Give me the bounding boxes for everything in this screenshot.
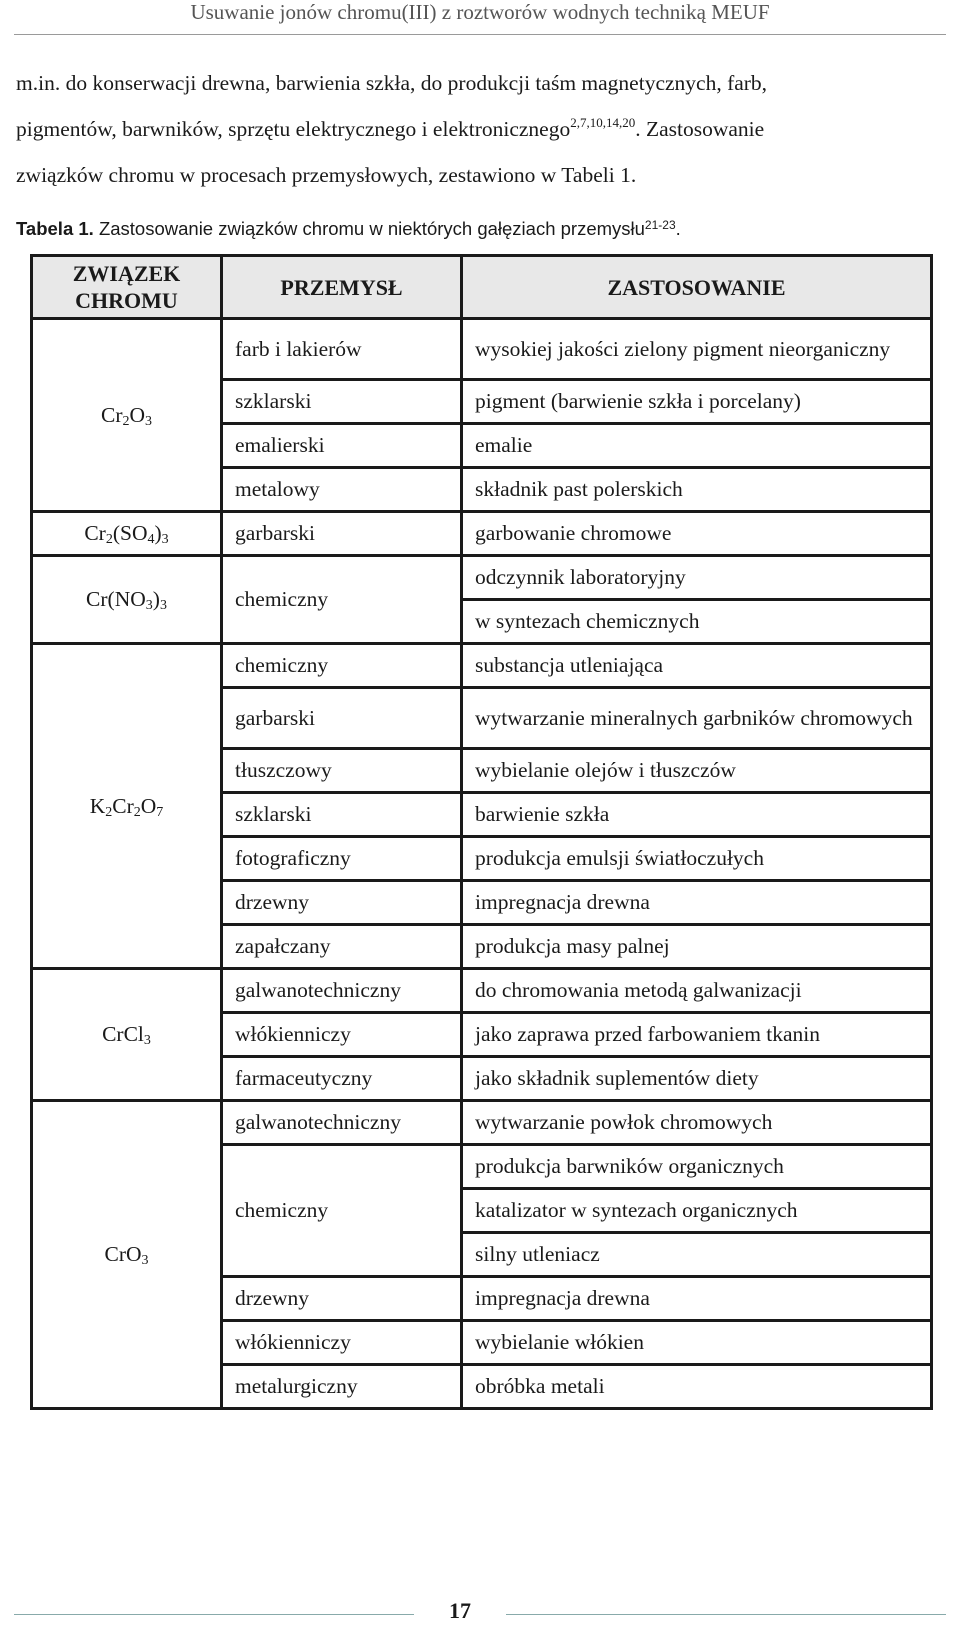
compound-element: O bbox=[140, 793, 157, 818]
compound-element: K bbox=[89, 793, 106, 818]
industry-cell: chemiczny bbox=[222, 1145, 462, 1277]
caption-refs: 21-23 bbox=[644, 218, 676, 232]
compound-subscript: 2 bbox=[133, 804, 141, 820]
industry-cell: chemiczny bbox=[222, 644, 462, 688]
page-number: 17 bbox=[449, 1598, 471, 1623]
compound-element: Cr bbox=[112, 793, 134, 818]
header-industry: PRZEMYSŁ bbox=[222, 256, 462, 319]
industry-cell: galwanotechniczny bbox=[222, 1101, 462, 1145]
citation-refs: 2,7,10,14,20 bbox=[570, 115, 636, 130]
industry-cell: garbarski bbox=[222, 512, 462, 556]
industry-cell: galwanotechniczny bbox=[222, 969, 462, 1013]
compound-element: (SO bbox=[112, 521, 148, 545]
application-cell: silny utleniacz bbox=[462, 1233, 932, 1277]
application-cell: pigment (barwienie szkła i porcelany) bbox=[462, 380, 932, 424]
footer-rule-right bbox=[506, 1614, 946, 1615]
application-cell: garbowanie chromowe bbox=[462, 512, 932, 556]
compound-element: ) bbox=[152, 587, 160, 611]
table-row bbox=[32, 969, 932, 1013]
industry-cell: drzewny bbox=[222, 1277, 462, 1321]
compound-element: Cr(NO bbox=[86, 587, 146, 611]
compound-subscript: 3 bbox=[145, 413, 153, 429]
application-cell: jako zaprawa przed farbowaniem tkanin bbox=[462, 1013, 932, 1057]
compound-subscript: 4 bbox=[147, 532, 155, 547]
compound-cell bbox=[32, 969, 222, 1101]
table-row bbox=[32, 644, 932, 688]
application-cell: wybielanie włókien bbox=[462, 1321, 932, 1365]
compound-element: ) bbox=[154, 521, 162, 545]
application-cell: wybielanie olejów i tłuszczów bbox=[462, 749, 932, 793]
application-cell: produkcja masy palnej bbox=[462, 925, 932, 969]
industry-cell: zapałczany bbox=[222, 925, 462, 969]
industry-cell: farb i lakierów bbox=[222, 319, 462, 380]
header-compound: ZWIĄZEK CHROMU bbox=[32, 256, 222, 319]
industry-cell: szklarski bbox=[222, 380, 462, 424]
application-cell: do chromowania metodą galwanizacji bbox=[462, 969, 932, 1013]
application-cell: wytwarzanie powłok chromowych bbox=[462, 1101, 932, 1145]
header-application: ZASTOSOWANIE bbox=[462, 256, 932, 319]
compound-subscript: 3 bbox=[143, 1033, 151, 1048]
compound-cell bbox=[32, 512, 222, 556]
table-row bbox=[32, 1101, 932, 1145]
compound-cell bbox=[32, 319, 222, 512]
body-line-1: m.in. do konserwacji drewna, barwienia szkła, do produkcji taśm magnetycznych, farb, bbox=[16, 71, 768, 95]
compound-subscript: 3 bbox=[159, 598, 167, 613]
industry-cell: włókienniczy bbox=[222, 1013, 462, 1057]
industry-cell: włókienniczy bbox=[222, 1321, 462, 1365]
body-line-3: związków chromu w procesach przemysłowych, zestawiono w Tabeli 1. bbox=[16, 163, 637, 187]
application-cell: w syntezach chemicznych bbox=[462, 600, 932, 644]
compound-element: Cr bbox=[100, 402, 123, 427]
compound-cell bbox=[32, 556, 222, 644]
application-cell: produkcja emulsji światłoczułych bbox=[462, 837, 932, 881]
industry-cell: drzewny bbox=[222, 881, 462, 925]
application-cell: wytwarzanie mineralnych garbników chromowych bbox=[462, 688, 932, 749]
body-line-2-tail: . Zastosowanie bbox=[635, 117, 765, 141]
industry-cell: fotograficzny bbox=[222, 837, 462, 881]
compound-subscript: 3 bbox=[161, 532, 169, 547]
compound-subscript: 3 bbox=[145, 598, 153, 613]
industry-cell: metalurgiczny bbox=[222, 1365, 462, 1409]
compound-cell bbox=[32, 1101, 222, 1409]
compound-element: Cr bbox=[84, 521, 106, 545]
table-row bbox=[32, 319, 932, 380]
table-body bbox=[32, 319, 932, 1409]
compound-element: CrCl bbox=[102, 1022, 144, 1046]
application-cell: impregnacja drewna bbox=[462, 881, 932, 925]
body-line-2 bbox=[16, 106, 948, 152]
application-cell: odczynnik laboratoryjny bbox=[462, 556, 932, 600]
compound-subscript: 2 bbox=[105, 532, 113, 547]
caption-label: Tabela 1. bbox=[16, 218, 94, 239]
chromium-compounds-table bbox=[30, 254, 933, 1410]
compound-element: CrO bbox=[104, 1242, 142, 1266]
industry-cell: tłuszczowy bbox=[222, 749, 462, 793]
header-rule bbox=[14, 34, 946, 35]
caption-text: Zastosowanie związków chromu w niektórych gałęziach przemysłu bbox=[93, 218, 645, 239]
application-cell: substancja utleniająca bbox=[462, 644, 932, 688]
industry-cell: emalierski bbox=[222, 424, 462, 468]
caption-end: . bbox=[675, 218, 681, 239]
compound-element: O bbox=[129, 402, 146, 427]
compound-subscript: 2 bbox=[105, 804, 113, 820]
application-cell: jako składnik suplementów diety bbox=[462, 1057, 932, 1101]
application-cell: wysokiej jakości zielony pigment nieorganiczny bbox=[462, 319, 932, 380]
application-cell: impregnacja drewna bbox=[462, 1277, 932, 1321]
table-row bbox=[32, 512, 932, 556]
footer-rule-left bbox=[14, 1614, 414, 1615]
application-cell: produkcja barwników organicznych bbox=[462, 1145, 932, 1189]
table-header-row bbox=[32, 256, 932, 319]
table-row bbox=[32, 556, 932, 600]
application-cell: katalizator w syntezach organicznych bbox=[462, 1189, 932, 1233]
compound-subscript: 3 bbox=[141, 1253, 149, 1268]
compound-subscript: 7 bbox=[156, 804, 164, 820]
application-cell: emalie bbox=[462, 424, 932, 468]
industry-cell: szklarski bbox=[222, 793, 462, 837]
industry-cell: metalowy bbox=[222, 468, 462, 512]
compound-cell bbox=[32, 644, 222, 969]
body-line-2-text: pigmentów, barwników, sprzętu elektrycznego i elektronicznego bbox=[16, 117, 571, 141]
application-cell: składnik past polerskich bbox=[462, 468, 932, 512]
industry-cell: chemiczny bbox=[222, 556, 462, 644]
application-cell: barwienie szkła bbox=[462, 793, 932, 837]
table-caption bbox=[16, 216, 681, 242]
application-cell: obróbka metali bbox=[462, 1365, 932, 1409]
industry-cell: garbarski bbox=[222, 688, 462, 749]
compound-subscript: 2 bbox=[122, 413, 130, 429]
industry-cell: farmaceutyczny bbox=[222, 1057, 462, 1101]
running-header: Usuwanie jonów chromu(III) z roztworów wodnych techniką MEUF bbox=[190, 0, 770, 24]
